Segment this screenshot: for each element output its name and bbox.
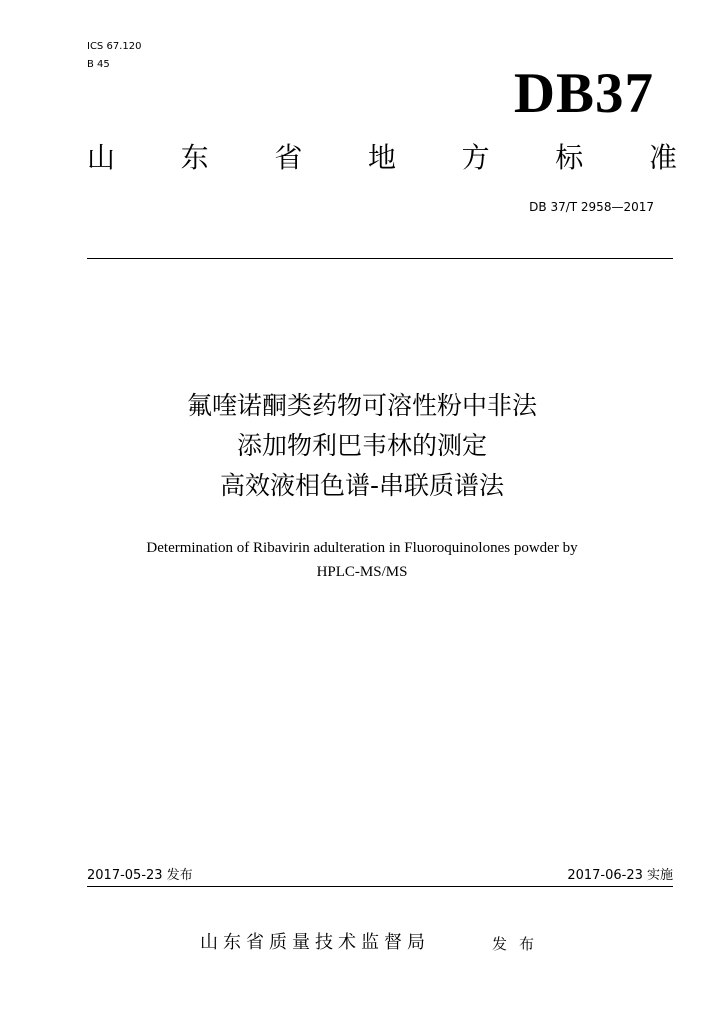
ccs-code: B 45 bbox=[87, 59, 110, 70]
top-divider bbox=[87, 258, 673, 259]
chinese-title bbox=[0, 386, 724, 506]
issue-label: 发布 bbox=[492, 935, 547, 953]
standard-type-char: 省 bbox=[274, 141, 303, 174]
chinese-title-line: 添加物利巴韦林的测定 bbox=[236, 431, 487, 460]
standard-type-char: 山 bbox=[87, 141, 116, 174]
standard-type-char: 方 bbox=[461, 141, 490, 174]
ics-code: ICS 67.120 bbox=[87, 41, 142, 52]
issuing-authority: 山东省质量技术监督局 bbox=[200, 932, 430, 953]
standard-number: DB 37/T 2958—2017 bbox=[529, 200, 654, 214]
implement-date: 2017-06-23 实施 bbox=[567, 868, 673, 883]
standard-type-char: 东 bbox=[180, 141, 209, 174]
publish-date: 2017-05-23 发布 bbox=[87, 868, 193, 883]
date-row bbox=[87, 866, 673, 886]
bottom-divider bbox=[87, 886, 673, 887]
english-title-line: HPLC-MS/MS bbox=[316, 564, 408, 580]
english-title-line: Determination of Ribavirin adulteration in Fluoroquinolones powder by bbox=[146, 540, 578, 556]
standard-type-char: 准 bbox=[648, 141, 677, 174]
standard-type-char: 地 bbox=[367, 141, 396, 174]
english-title bbox=[60, 536, 664, 584]
chinese-title-line: 氟喹诺酮类药物可溶性粉中非法 bbox=[186, 391, 537, 420]
classification-codes bbox=[87, 38, 141, 74]
chinese-title-line: 高效液相色谱-串联质谱法 bbox=[219, 471, 505, 500]
standard-type-char: 标 bbox=[555, 141, 584, 174]
db-mark: DB37 bbox=[513, 62, 654, 125]
standard-type-heading bbox=[87, 138, 677, 178]
